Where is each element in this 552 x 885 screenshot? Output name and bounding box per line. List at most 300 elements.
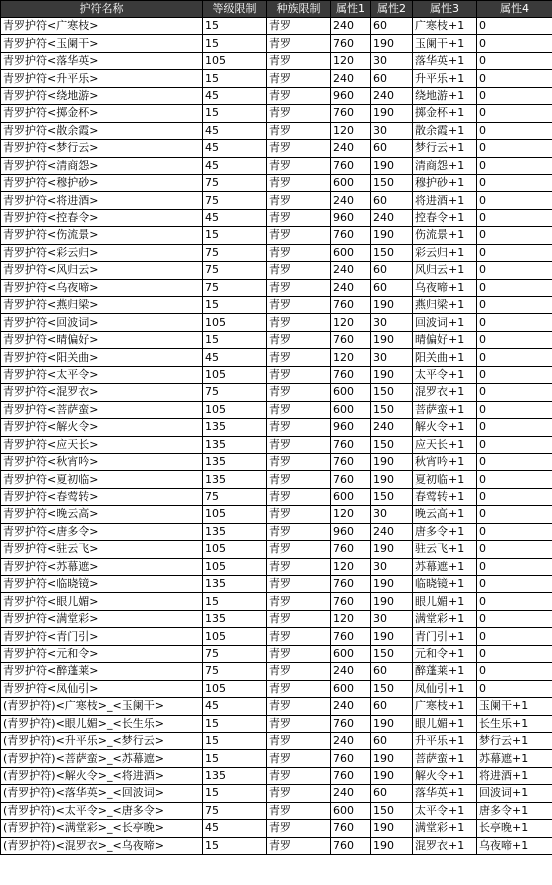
cell-attr3: 满堂彩+1: [413, 820, 477, 837]
cell-race: 青罗: [267, 384, 331, 401]
cell-attr4: 长亭晚+1: [477, 820, 552, 837]
cell-level: 15: [203, 227, 267, 244]
cell-attr4: 唐多令+1: [477, 802, 552, 819]
cell-attr1: 240: [331, 732, 371, 749]
cell-attr1: 600: [331, 488, 371, 505]
table-row: [1, 18, 552, 35]
cell-level: 135: [203, 576, 267, 593]
cell-attr4: 苏幕遮+1: [477, 750, 552, 767]
cell-name: 青罗护符<青门引>: [1, 628, 203, 645]
cell-race: 青罗: [267, 349, 331, 366]
cell-attr4: 0: [477, 279, 552, 296]
cell-attr3: 晚云高+1: [413, 506, 477, 523]
cell-race: 青罗: [267, 192, 331, 209]
cell-attr4: 0: [477, 349, 552, 366]
cell-name: 青罗护符<阳关曲>: [1, 349, 203, 366]
table-row: [1, 314, 552, 331]
cell-attr3: 玉阑干+1: [413, 35, 477, 52]
table-row: [1, 35, 552, 52]
table-row: [1, 279, 552, 296]
cell-level: 135: [203, 471, 267, 488]
cell-attr1: 760: [331, 331, 371, 348]
cell-race: 青罗: [267, 157, 331, 174]
cell-name: 青罗护符<掷金杯>: [1, 105, 203, 122]
cell-attr3: 穆护砂+1: [413, 174, 477, 191]
cell-race: 青罗: [267, 471, 331, 488]
cell-attr2: 60: [371, 279, 413, 296]
cell-attr3: 眼儿媚+1: [413, 593, 477, 610]
cell-level: 105: [203, 541, 267, 558]
cell-level: 105: [203, 401, 267, 418]
table-row: [1, 366, 552, 383]
table-row: [1, 384, 552, 401]
cell-attr1: 240: [331, 18, 371, 35]
cell-level: 135: [203, 453, 267, 470]
column-header-level: 等级限制: [203, 1, 267, 18]
cell-attr1: 760: [331, 366, 371, 383]
cell-attr2: 30: [371, 349, 413, 366]
cell-race: 青罗: [267, 227, 331, 244]
cell-race: 青罗: [267, 732, 331, 749]
table-row: [1, 523, 552, 540]
cell-attr3: 将进酒+1: [413, 192, 477, 209]
cell-attr4: 0: [477, 174, 552, 191]
cell-attr1: 240: [331, 192, 371, 209]
cell-level: 75: [203, 384, 267, 401]
cell-attr1: 600: [331, 174, 371, 191]
cell-level: 15: [203, 593, 267, 610]
cell-attr2: 190: [371, 541, 413, 558]
cell-attr1: 600: [331, 401, 371, 418]
cell-attr1: 960: [331, 523, 371, 540]
cell-attr3: 太平令+1: [413, 366, 477, 383]
cell-attr3: 元和令+1: [413, 645, 477, 662]
cell-attr1: 600: [331, 680, 371, 697]
cell-attr1: 960: [331, 419, 371, 436]
cell-race: 青罗: [267, 70, 331, 87]
cell-attr2: 150: [371, 174, 413, 191]
cell-attr4: 0: [477, 262, 552, 279]
cell-name: 青罗护符<广寒枝>: [1, 18, 203, 35]
cell-attr3: 落华英+1: [413, 52, 477, 69]
cell-race: 青罗: [267, 715, 331, 732]
cell-attr4: 0: [477, 87, 552, 104]
cell-name: 青罗护符<穆护砂>: [1, 174, 203, 191]
cell-attr2: 150: [371, 384, 413, 401]
table-row: [1, 488, 552, 505]
cell-attr2: 190: [371, 593, 413, 610]
cell-attr2: 190: [371, 820, 413, 837]
cell-name: 青罗护符<春莺转>: [1, 488, 203, 505]
cell-attr3: 太平令+1: [413, 802, 477, 819]
cell-attr4: 0: [477, 628, 552, 645]
cell-name: 青罗护符<升平乐>: [1, 70, 203, 87]
cell-race: 青罗: [267, 52, 331, 69]
cell-attr2: 190: [371, 157, 413, 174]
cell-attr1: 600: [331, 645, 371, 662]
cell-attr3: 菩萨蛮+1: [413, 750, 477, 767]
cell-level: 135: [203, 767, 267, 784]
cell-name: 青罗护符<晴偏好>: [1, 331, 203, 348]
cell-attr2: 60: [371, 262, 413, 279]
table-row: [1, 802, 552, 819]
cell-level: 15: [203, 837, 267, 854]
cell-attr1: 760: [331, 297, 371, 314]
cell-attr2: 30: [371, 52, 413, 69]
cell-name: 青罗护符<散余霞>: [1, 122, 203, 139]
cell-name: 青罗护符<临晓镜>: [1, 576, 203, 593]
cell-name: 青罗护符<太平令>: [1, 366, 203, 383]
cell-attr1: 760: [331, 541, 371, 558]
cell-attr3: 满堂彩+1: [413, 610, 477, 627]
cell-name: (青罗护符)<满堂彩>_<长亭晚>: [1, 820, 203, 837]
cell-attr3: 应天长+1: [413, 436, 477, 453]
cell-attr4: 回波词+1: [477, 785, 552, 802]
cell-name: (青罗护符)<混罗衣>_<乌夜啼>: [1, 837, 203, 854]
cell-race: 青罗: [267, 628, 331, 645]
column-header-attr3: 属性3: [413, 1, 477, 18]
table-row: [1, 767, 552, 784]
cell-attr4: 0: [477, 331, 552, 348]
cell-attr4: 0: [477, 384, 552, 401]
table-row: [1, 244, 552, 261]
cell-attr2: 190: [371, 105, 413, 122]
cell-attr4: 0: [477, 680, 552, 697]
cell-attr1: 120: [331, 558, 371, 575]
cell-attr3: 混罗衣+1: [413, 384, 477, 401]
cell-name: 青罗护符<玉阑干>: [1, 35, 203, 52]
cell-level: 15: [203, 732, 267, 749]
cell-attr4: 0: [477, 506, 552, 523]
table-row: [1, 628, 552, 645]
cell-attr4: 将进酒+1: [477, 767, 552, 784]
cell-attr3: 清商怨+1: [413, 157, 477, 174]
cell-name: 青罗护符<控春令>: [1, 209, 203, 226]
cell-attr3: 眼儿媚+1: [413, 715, 477, 732]
table-row: [1, 297, 552, 314]
cell-attr3: 燕归梁+1: [413, 297, 477, 314]
cell-race: 青罗: [267, 698, 331, 715]
cell-attr3: 控春令+1: [413, 209, 477, 226]
cell-name: 青罗护符<应天长>: [1, 436, 203, 453]
cell-attr2: 190: [371, 576, 413, 593]
cell-attr4: 0: [477, 610, 552, 627]
cell-level: 15: [203, 297, 267, 314]
cell-race: 青罗: [267, 558, 331, 575]
cell-attr1: 600: [331, 244, 371, 261]
cell-level: 15: [203, 715, 267, 732]
cell-attr1: 240: [331, 663, 371, 680]
cell-attr2: 60: [371, 192, 413, 209]
cell-attr1: 760: [331, 767, 371, 784]
cell-attr1: 120: [331, 349, 371, 366]
table-row: [1, 105, 552, 122]
cell-attr1: 760: [331, 750, 371, 767]
cell-name: 青罗护符<风归云>: [1, 262, 203, 279]
table-row: [1, 506, 552, 523]
cell-attr3: 醉蓬莱+1: [413, 663, 477, 680]
cell-attr3: 凤仙引+1: [413, 680, 477, 697]
cell-name: 青罗护符<眼儿媚>: [1, 593, 203, 610]
cell-name: (青罗护符)<落华英>_<回波词>: [1, 785, 203, 802]
cell-name: 青罗护符<唐多令>: [1, 523, 203, 540]
table-row: [1, 209, 552, 226]
cell-race: 青罗: [267, 401, 331, 418]
cell-level: 135: [203, 436, 267, 453]
cell-attr2: 240: [371, 419, 413, 436]
cell-name: 青罗护符<晚云高>: [1, 506, 203, 523]
table-row: [1, 262, 552, 279]
cell-level: 105: [203, 680, 267, 697]
cell-attr3: 秋宵吟+1: [413, 453, 477, 470]
cell-attr2: 60: [371, 698, 413, 715]
cell-attr2: 190: [371, 628, 413, 645]
cell-level: 45: [203, 157, 267, 174]
cell-level: 45: [203, 140, 267, 157]
cell-name: 青罗护符<醉蓬莱>: [1, 663, 203, 680]
cell-attr3: 回波词+1: [413, 314, 477, 331]
cell-level: 75: [203, 279, 267, 296]
cell-attr4: 0: [477, 471, 552, 488]
cell-attr4: 0: [477, 227, 552, 244]
column-header-race: 种族限制: [267, 1, 331, 18]
cell-level: 135: [203, 523, 267, 540]
cell-name: 青罗护符<秋宵吟>: [1, 453, 203, 470]
cell-attr2: 60: [371, 140, 413, 157]
table-row: [1, 837, 552, 854]
cell-attr3: 升平乐+1: [413, 70, 477, 87]
cell-attr4: 0: [477, 645, 552, 662]
cell-attr3: 散余霞+1: [413, 122, 477, 139]
cell-name: 青罗护符<元和令>: [1, 645, 203, 662]
cell-attr3: 晴偏好+1: [413, 331, 477, 348]
cell-attr2: 190: [371, 297, 413, 314]
cell-attr3: 彩云归+1: [413, 244, 477, 261]
cell-race: 青罗: [267, 593, 331, 610]
cell-level: 15: [203, 785, 267, 802]
cell-level: 75: [203, 488, 267, 505]
table-row: [1, 593, 552, 610]
cell-attr2: 30: [371, 610, 413, 627]
cell-attr3: 阳关曲+1: [413, 349, 477, 366]
cell-attr4: 玉阑干+1: [477, 698, 552, 715]
cell-attr3: 广寒枝+1: [413, 698, 477, 715]
cell-attr2: 240: [371, 87, 413, 104]
cell-level: 15: [203, 70, 267, 87]
cell-attr4: 0: [477, 244, 552, 261]
table-row: [1, 419, 552, 436]
cell-level: 105: [203, 558, 267, 575]
cell-attr3: 绕地游+1: [413, 87, 477, 104]
cell-name: (青罗护符)<广寒枝>_<玉阑干>: [1, 698, 203, 715]
cell-attr2: 60: [371, 70, 413, 87]
cell-name: 青罗护符<梦行云>: [1, 140, 203, 157]
cell-race: 青罗: [267, 18, 331, 35]
cell-race: 青罗: [267, 262, 331, 279]
cell-level: 15: [203, 331, 267, 348]
cell-race: 青罗: [267, 506, 331, 523]
cell-attr4: 0: [477, 453, 552, 470]
table-row: [1, 349, 552, 366]
table-row: [1, 87, 552, 104]
cell-attr4: 0: [477, 576, 552, 593]
column-header-attr1: 属性1: [331, 1, 371, 18]
table-row: [1, 785, 552, 802]
cell-attr3: 菩萨蛮+1: [413, 401, 477, 418]
cell-attr1: 760: [331, 157, 371, 174]
cell-attr4: 0: [477, 541, 552, 558]
cell-attr4: 0: [477, 401, 552, 418]
cell-level: 75: [203, 244, 267, 261]
cell-attr1: 760: [331, 105, 371, 122]
cell-attr1: 760: [331, 576, 371, 593]
cell-attr4: 0: [477, 70, 552, 87]
cell-attr2: 190: [371, 331, 413, 348]
cell-level: 105: [203, 366, 267, 383]
table-row: [1, 558, 552, 575]
column-header-name: 护符名称: [1, 1, 203, 18]
cell-attr4: 0: [477, 366, 552, 383]
cell-attr2: 240: [371, 523, 413, 540]
cell-attr1: 760: [331, 820, 371, 837]
table-row: [1, 645, 552, 662]
table-row: [1, 680, 552, 697]
table-row: [1, 541, 552, 558]
cell-attr3: 落华英+1: [413, 785, 477, 802]
cell-level: 45: [203, 87, 267, 104]
cell-name: 青罗护符<菩萨蛮>: [1, 401, 203, 418]
cell-level: 15: [203, 750, 267, 767]
cell-race: 青罗: [267, 523, 331, 540]
cell-race: 青罗: [267, 820, 331, 837]
column-header-attr2: 属性2: [371, 1, 413, 18]
cell-attr4: 0: [477, 209, 552, 226]
table-row: [1, 401, 552, 418]
cell-race: 青罗: [267, 663, 331, 680]
cell-attr1: 760: [331, 837, 371, 854]
cell-level: 45: [203, 349, 267, 366]
cell-attr1: 120: [331, 122, 371, 139]
cell-level: 15: [203, 105, 267, 122]
cell-attr4: 0: [477, 593, 552, 610]
cell-attr3: 乌夜啼+1: [413, 279, 477, 296]
cell-race: 青罗: [267, 87, 331, 104]
cell-attr1: 120: [331, 610, 371, 627]
cell-attr2: 190: [371, 837, 413, 854]
cell-level: 135: [203, 610, 267, 627]
cell-attr2: 150: [371, 802, 413, 819]
cell-level: 75: [203, 645, 267, 662]
cell-name: (青罗护符)<菩萨蛮>_<苏幕遮>: [1, 750, 203, 767]
cell-race: 青罗: [267, 645, 331, 662]
cell-attr2: 190: [371, 366, 413, 383]
cell-attr2: 240: [371, 209, 413, 226]
table-row: [1, 750, 552, 767]
cell-attr2: 60: [371, 732, 413, 749]
cell-race: 青罗: [267, 610, 331, 627]
cell-race: 青罗: [267, 331, 331, 348]
table-row: [1, 174, 552, 191]
cell-race: 青罗: [267, 802, 331, 819]
cell-attr2: 190: [371, 767, 413, 784]
cell-attr2: 190: [371, 750, 413, 767]
cell-attr1: 240: [331, 140, 371, 157]
cell-attr3: 驻云飞+1: [413, 541, 477, 558]
cell-name: 青罗护符<满堂彩>: [1, 610, 203, 627]
table-row: [1, 732, 552, 749]
cell-attr1: 240: [331, 262, 371, 279]
cell-name: 青罗护符<回波词>: [1, 314, 203, 331]
cell-attr2: 190: [371, 471, 413, 488]
cell-name: 青罗护符<苏幕遮>: [1, 558, 203, 575]
cell-attr4: 0: [477, 105, 552, 122]
cell-name: 青罗护符<乌夜啼>: [1, 279, 203, 296]
cell-race: 青罗: [267, 680, 331, 697]
cell-level: 75: [203, 663, 267, 680]
cell-attr4: 0: [477, 663, 552, 680]
cell-attr2: 150: [371, 488, 413, 505]
cell-race: 青罗: [267, 140, 331, 157]
table-row: [1, 610, 552, 627]
cell-name: 青罗护符<彩云归>: [1, 244, 203, 261]
table-row: [1, 227, 552, 244]
cell-attr4: 0: [477, 140, 552, 157]
cell-attr1: 240: [331, 785, 371, 802]
cell-race: 青罗: [267, 541, 331, 558]
cell-attr4: 0: [477, 558, 552, 575]
cell-race: 青罗: [267, 837, 331, 854]
cell-attr4: 0: [477, 35, 552, 52]
table-row: [1, 140, 552, 157]
cell-attr1: 240: [331, 698, 371, 715]
cell-attr2: 190: [371, 453, 413, 470]
cell-name: (青罗护符)<太平令>_<唐多令>: [1, 802, 203, 819]
cell-race: 青罗: [267, 576, 331, 593]
table-row: [1, 820, 552, 837]
cell-level: 45: [203, 122, 267, 139]
cell-race: 青罗: [267, 105, 331, 122]
table-row: [1, 122, 552, 139]
cell-attr4: 梦行云+1: [477, 732, 552, 749]
cell-race: 青罗: [267, 436, 331, 453]
cell-attr1: 120: [331, 314, 371, 331]
cell-attr3: 夏初临+1: [413, 471, 477, 488]
cell-attr2: 30: [371, 122, 413, 139]
cell-attr4: 0: [477, 122, 552, 139]
cell-name: 青罗护符<落华英>: [1, 52, 203, 69]
cell-attr1: 760: [331, 436, 371, 453]
cell-attr1: 760: [331, 453, 371, 470]
cell-attr1: 240: [331, 70, 371, 87]
cell-attr4: 0: [477, 419, 552, 436]
cell-level: 75: [203, 802, 267, 819]
table-row: [1, 471, 552, 488]
cell-race: 青罗: [267, 244, 331, 261]
cell-attr2: 150: [371, 401, 413, 418]
cell-attr1: 760: [331, 593, 371, 610]
cell-attr2: 190: [371, 227, 413, 244]
cell-attr4: 0: [477, 18, 552, 35]
cell-name: (青罗护符)<解火令>_<将进酒>: [1, 767, 203, 784]
cell-attr3: 梦行云+1: [413, 140, 477, 157]
cell-attr2: 190: [371, 35, 413, 52]
cell-level: 105: [203, 52, 267, 69]
cell-name: 青罗护符<夏初临>: [1, 471, 203, 488]
cell-race: 青罗: [267, 366, 331, 383]
cell-level: 45: [203, 820, 267, 837]
cell-race: 青罗: [267, 419, 331, 436]
cell-attr4: 0: [477, 297, 552, 314]
